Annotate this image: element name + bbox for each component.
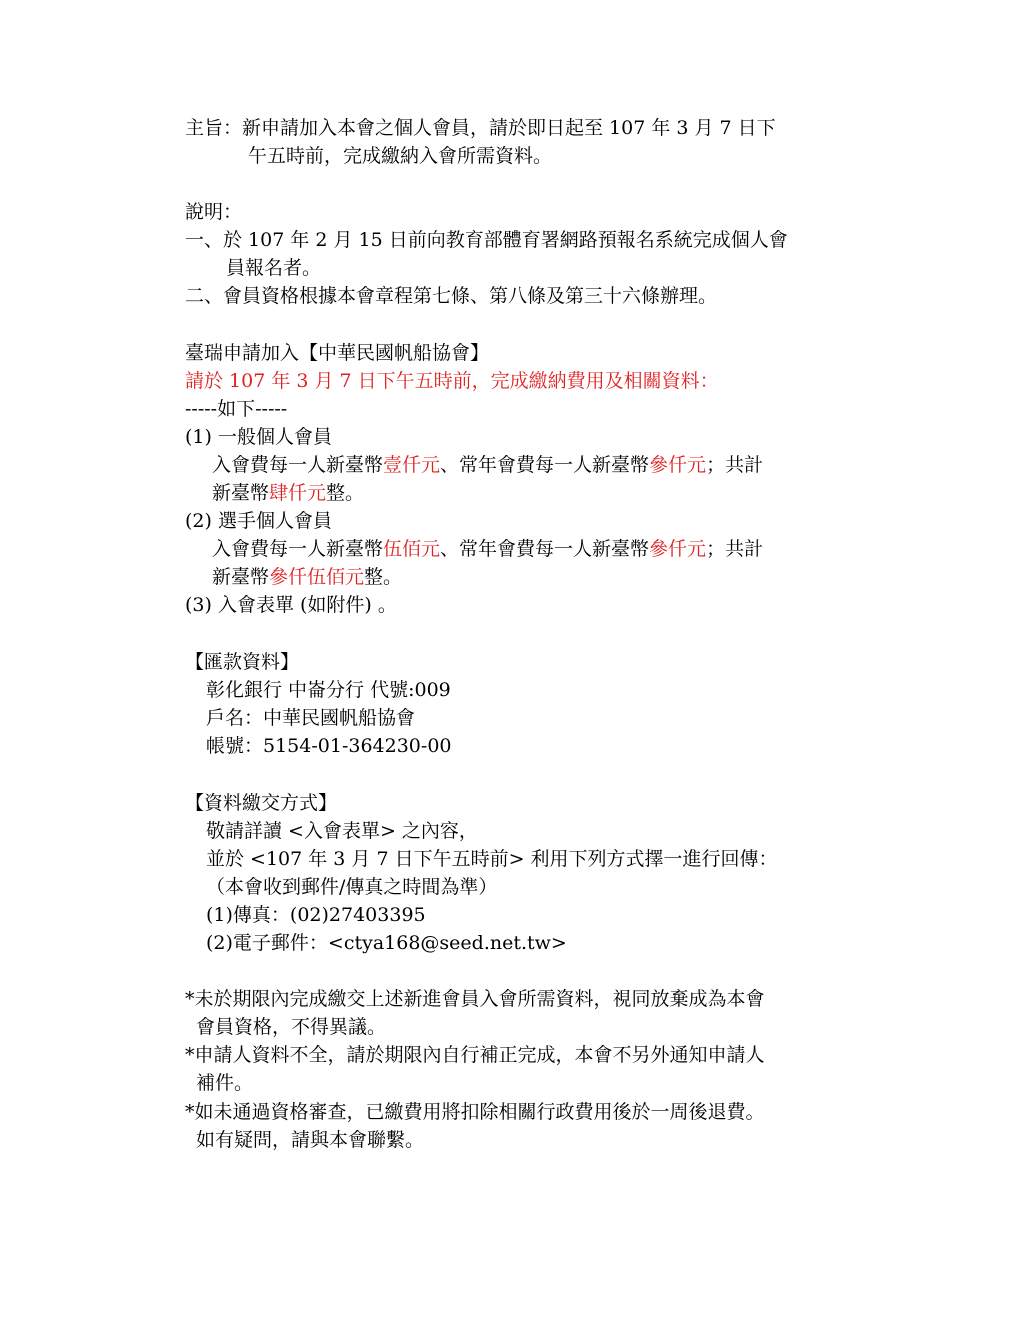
athlete-member-total-suffix: ；共計 — [706, 538, 764, 560]
athlete-member-fee-prefix: 入會費每一人新臺幣 — [212, 538, 384, 560]
general-member-heading: (1) 一般個人會員 — [185, 426, 332, 448]
general-member-total-amount: 肆仟元 — [269, 482, 327, 504]
explanation-item-2: 二、會員資格根據本會章程第七條、第八條及第三十六條辦理。 — [185, 285, 718, 307]
note-3-line-1: *如未通過資格審查，已繳費用將扣除相關行政費用後於一周後退費。 — [185, 1101, 765, 1123]
explanation-item-1-line-2: 員報名者。 — [226, 257, 322, 279]
athlete-member-annual-fee: 參仟元 — [649, 538, 707, 560]
submission-line-2: 並於 <107 年 3 月 7 日下午五時前> 利用下列方式擇一進行回傳： — [206, 848, 778, 870]
explanation-heading: 說明： — [185, 201, 243, 223]
remittance-account-name: 戶名：中華民國帆船協會 — [206, 707, 416, 729]
athlete-member-total-prefix: 新臺幣 — [212, 566, 270, 588]
deadline-notice: 請於 107 年 3 月 7 日下午五時前，完成繳納費用及相關資料： — [185, 370, 719, 392]
general-member-total-line — [212, 479, 364, 507]
submission-email[interactable]: (2)電子郵件：<ctya168@seed.net.tw> — [206, 932, 567, 954]
subject-line-2: 午五時前，完成繳納入會所需資料。 — [248, 145, 553, 167]
remittance-bank: 彰化銀行 中崙分行 代號:009 — [206, 679, 451, 701]
submission-line-1: 敬請詳讀 <入會表單> 之內容， — [206, 820, 478, 842]
remittance-heading: 【匯款資料】 — [185, 651, 300, 673]
athlete-member-entry-fee: 伍佰元 — [383, 538, 441, 560]
note-2-line-1: *申請人資料不全，請於期限內自行補正完成，本會不另外通知申請人 — [185, 1044, 765, 1066]
note-2-line-2: 補件。 — [196, 1072, 254, 1094]
form-item: (3) 入會表單 (如附件) 。 — [185, 594, 397, 616]
remittance-account-number: 帳號：5154-01-364230-00 — [206, 735, 452, 757]
athlete-member-heading: (2) 選手個人會員 — [185, 510, 332, 532]
general-member-annual-fee: 參仟元 — [649, 454, 707, 476]
general-member-fee-prefix: 入會費每一人新臺幣 — [212, 454, 384, 476]
note-1-line-1: *未於期限內完成繳交上述新進會員入會所需資料，視同放棄成為本會 — [185, 988, 765, 1010]
athlete-member-total-amount: 參仟伍佰元 — [269, 566, 365, 588]
athlete-member-fee-line — [212, 535, 763, 563]
general-member-entry-fee: 壹仟元 — [383, 454, 441, 476]
note-3-line-2: 如有疑問，請與本會聯繫。 — [196, 1129, 425, 1151]
general-member-fee-line — [212, 451, 763, 479]
general-member-end: 整。 — [326, 482, 365, 504]
application-title: 臺瑞申請加入【中華民國帆船協會】 — [185, 342, 490, 364]
submission-fax: (1)傳真：(02)27403395 — [206, 904, 426, 926]
general-member-annual-prefix: 、常年會費每一人新臺幣 — [440, 454, 650, 476]
athlete-member-total-line — [212, 563, 402, 591]
general-member-total-suffix: ；共計 — [706, 454, 764, 476]
subject-line-1: 主旨：新申請加入本會之個人會員，請於即日起至 107 年 3 月 7 日下 — [185, 117, 776, 139]
athlete-member-end: 整。 — [364, 566, 403, 588]
submission-heading: 【資料繳交方式】 — [185, 792, 338, 814]
explanation-item-1-line-1: 一、於 107 年 2 月 15 日前向教育部體育署網路預報名系統完成個人會 — [185, 229, 788, 251]
note-1-line-2: 會員資格，不得異議。 — [196, 1016, 387, 1038]
athlete-member-annual-prefix: 、常年會費每一人新臺幣 — [440, 538, 650, 560]
submission-line-3: （本會收到郵件/傳真之時間為準） — [206, 876, 498, 898]
general-member-total-prefix: 新臺幣 — [212, 482, 270, 504]
as-follows-divider: -----如下----- — [185, 398, 288, 420]
